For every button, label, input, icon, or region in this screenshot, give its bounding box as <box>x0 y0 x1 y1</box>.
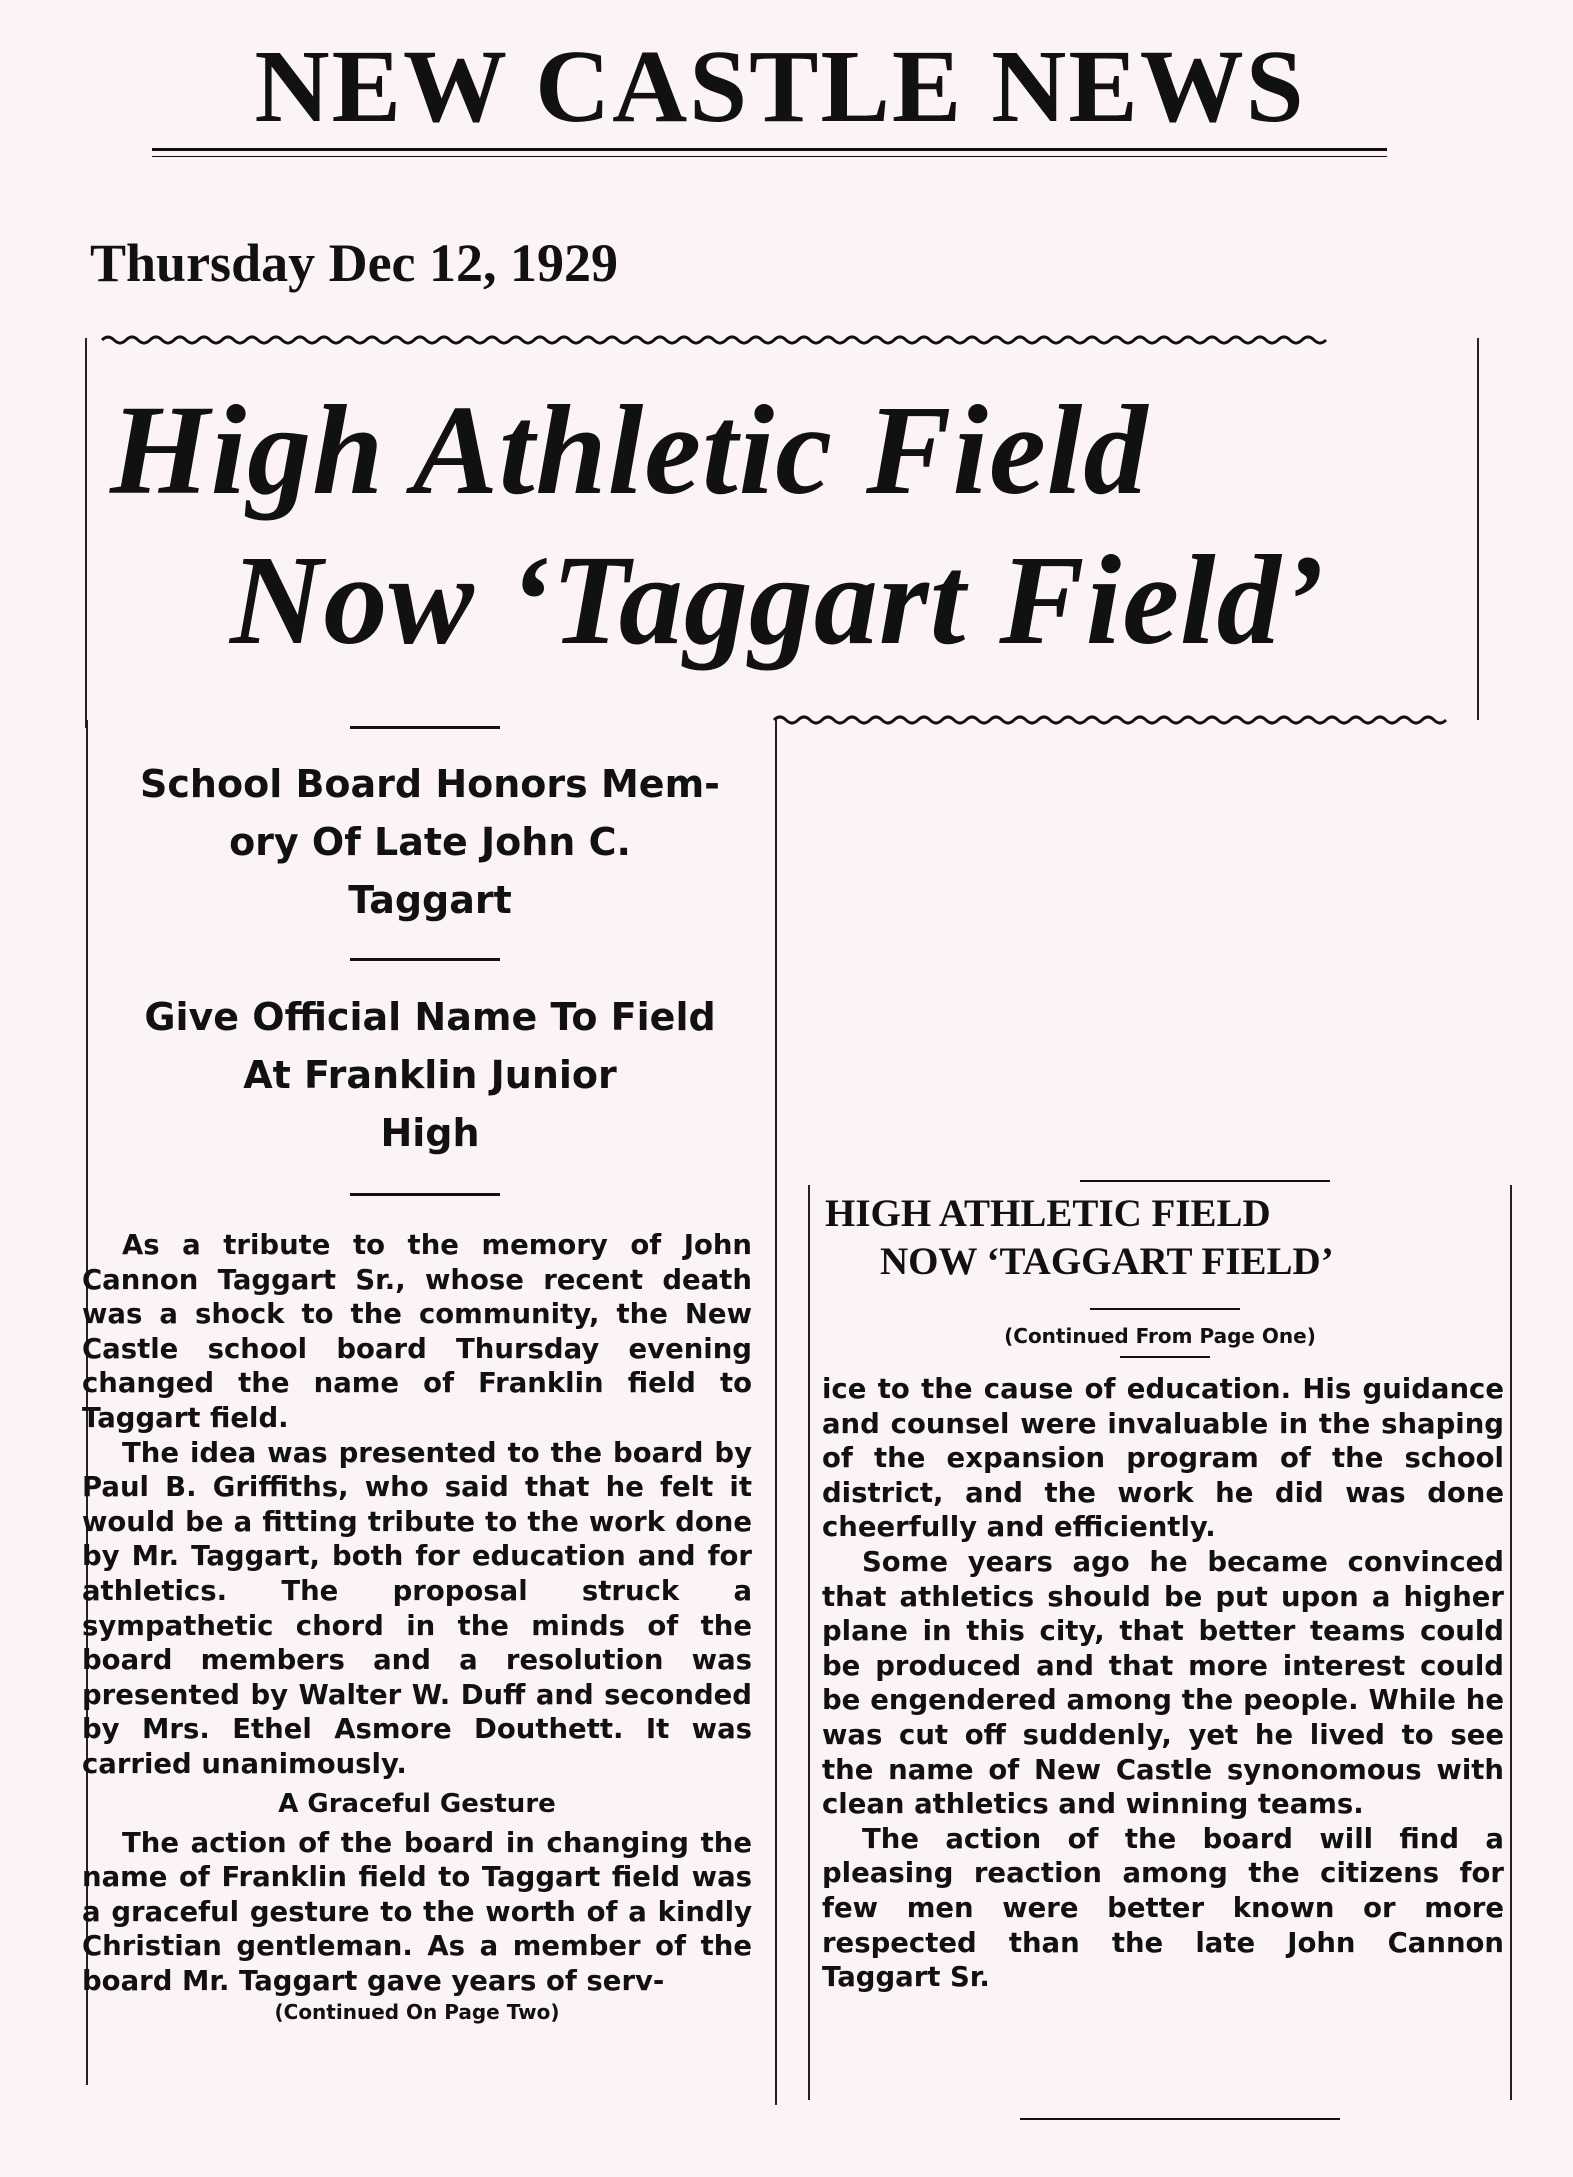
continued-notice: (Continued On Page Two) <box>274 2000 560 2025</box>
deck-rule <box>350 1193 500 1196</box>
article-paragraph: As a tribute to the memory of John Cannon Taggart Sr., whose recent death was a shock to the community, the New Castle school board Thursday evening changed the name of Franklin field to Taggart field. <box>82 1229 752 1434</box>
jump-top-rule <box>1080 1180 1330 1182</box>
jump-rule <box>1120 1356 1210 1358</box>
column-rule-center <box>775 720 777 2105</box>
headline-line-2: Now ‘Taggart Field’ <box>230 529 1326 671</box>
jump-paragraph: Some years ago he became convinced that athletics should be put upon a higher plane in this city, that better teams could be produced and that more interest could be engendered among the people. While he was cut off suddenly, yet he lived to see the name of New Castle synonomous with clean athletics and winning teams. <box>822 1545 1504 1821</box>
dateline: Thursday Dec 12, 1929 <box>90 233 619 293</box>
article-body <box>82 1228 752 2026</box>
jump-paragraph: ice to the cause of education. His guidance and counsel were invaluable in the shaping of the expansion program of the school district, and the work he did was done cheerfully and efficiently. <box>822 1373 1504 1544</box>
jump-headline-line-1: HIGH ATHLETIC FIELD <box>825 1192 1271 1235</box>
jump-paragraph: The action of the board will find a pleasing reaction among the citizens for few men were better known or more respected than the late John Cannon Taggart Sr. <box>822 1822 1504 1994</box>
wavy-rule-bottom <box>774 717 1446 723</box>
masthead-rule-thin <box>152 156 1387 157</box>
deck-rule <box>350 958 500 961</box>
jump-headline-line-2: NOW ‘TAGGART FIELD’ <box>880 1240 1334 1283</box>
masthead: NEW CASTLE NEWS <box>254 29 1306 144</box>
headline-line-1: High Athletic Field <box>110 379 1149 521</box>
jump-rule <box>1090 1308 1240 1310</box>
article-paragraph: The idea was presented to the board by Paul B. Griffiths, who said that he felt it would be a fitting tribute to the work done by Mr. Taggart, both for education and for athletics. The proposal struck a sympathetic chord in the minds of the board members and a resolution was presented by Walter W. Duff and seconded by Mrs. Ethel Asmore Douthett. It was carried unanimously. <box>82 1436 752 1780</box>
wavy-rule-top <box>102 337 1326 343</box>
article-paragraph: The action of the board in changing the name of Franklin field to Taggart field was a graceful gesture to the worth of a kindly Christian gentleman. As a member of the board Mr. Taggart gave years of serv- <box>82 1826 752 1997</box>
continued-from-notice: (Continued From Page One) <box>1004 1324 1316 1348</box>
column-rule-jump-left <box>808 1185 810 2100</box>
deck-2: Give Official Name To Field At Franklin Junior High <box>144 995 716 1155</box>
jump-bottom-rule <box>1020 2118 1340 2120</box>
deck-1: School Board Honors Mem- ory Of Late John C. Taggart <box>140 762 720 922</box>
jump-headline <box>825 1190 1505 1286</box>
masthead-rule <box>152 148 1387 151</box>
column-rule-jump-right <box>1510 1185 1512 2100</box>
article-subhead: A Graceful Gesture <box>278 1788 556 1819</box>
deck-rule <box>350 726 500 729</box>
headline <box>110 375 1460 675</box>
jump-body <box>822 1372 1504 1995</box>
